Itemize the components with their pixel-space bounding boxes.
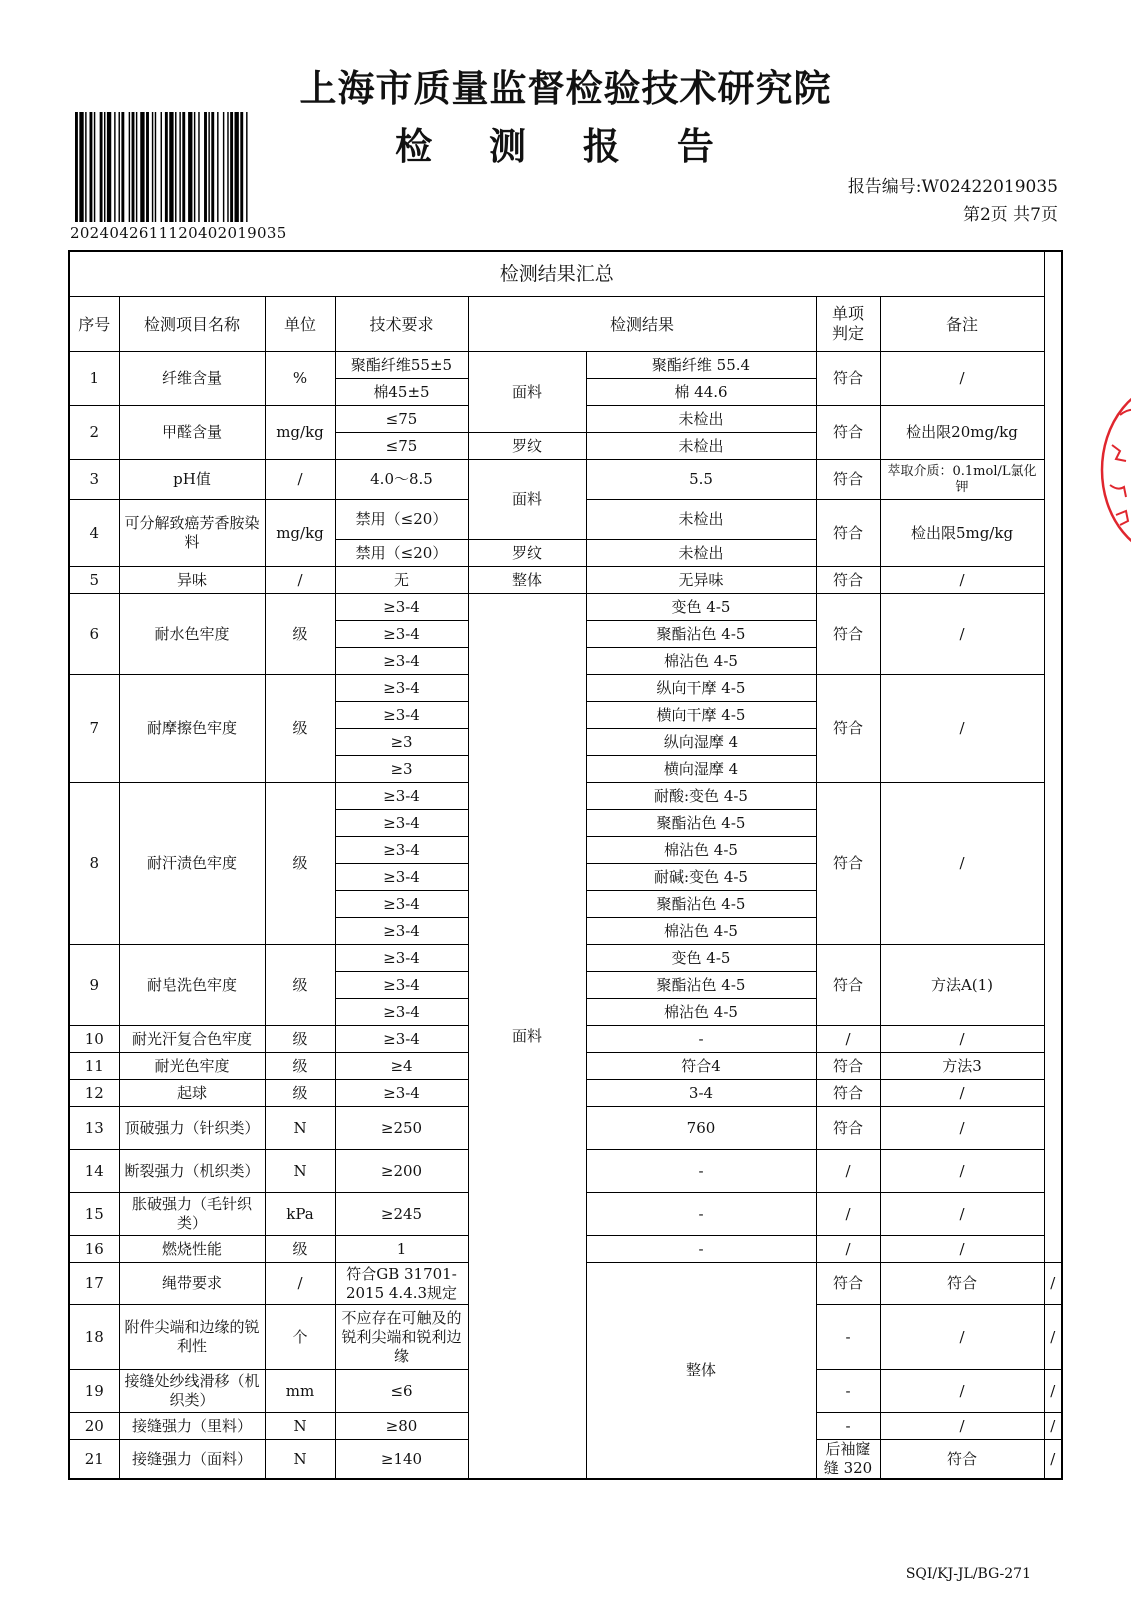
result-cell: 聚酯沾色 4-5 <box>586 972 816 999</box>
row-number: 9 <box>69 945 119 1026</box>
unit-cell: mm <box>265 1370 335 1413</box>
requirement-cell: ≥3-4 <box>335 918 468 945</box>
unit-cell: 级 <box>265 1080 335 1107</box>
unit-cell: / <box>265 460 335 500</box>
part-label: 罗纹 <box>468 433 586 460</box>
result-cell: 未检出 <box>586 433 816 460</box>
unit-cell: 级 <box>265 1236 335 1263</box>
item-name: 可分解致癌芳香胺染料 <box>119 500 265 567</box>
result-cell: 横向干摩 4-5 <box>586 702 816 729</box>
item-name: 起球 <box>119 1080 265 1107</box>
item-name: 甲醛含量 <box>119 406 265 460</box>
results-summary-table <box>68 250 1063 1480</box>
verdict-cell: 符合 <box>816 567 880 594</box>
unit-cell: 级 <box>265 1053 335 1080</box>
barcode-number: 20240426111204020190​35 <box>70 224 287 242</box>
result-cell: - <box>586 1236 816 1263</box>
unit-cell: 级 <box>265 594 335 675</box>
verdict-cell: 符合 <box>816 1053 880 1080</box>
result-cell: 未检出 <box>586 406 816 433</box>
verdict-cell: / <box>816 1236 880 1263</box>
result-cell: 无异味 <box>586 567 816 594</box>
result-cell: 未检出 <box>586 500 816 540</box>
note-cell: / <box>880 1150 1044 1193</box>
requirement-cell: 棉45±5 <box>335 379 468 406</box>
row-number: 13 <box>69 1107 119 1150</box>
result-cell: 符合 <box>816 1263 880 1305</box>
table-caption: 检测结果汇总 <box>69 251 1044 297</box>
requirement-cell: ≥3-4 <box>335 783 468 810</box>
requirement-cell: ≤75 <box>335 406 468 433</box>
verdict-cell: / <box>816 1026 880 1053</box>
table-row <box>69 352 1062 379</box>
verdict-cell: 符合 <box>816 352 880 406</box>
row-number: 15 <box>69 1193 119 1236</box>
note-cell: / <box>880 1080 1044 1107</box>
row-number: 4 <box>69 500 119 567</box>
unit-cell: N <box>265 1413 335 1440</box>
requirement-cell: ≥80 <box>335 1413 468 1440</box>
verdict-cell: / <box>816 1193 880 1236</box>
requirement-cell: ≥200 <box>335 1150 468 1193</box>
item-name: 燃烧性能 <box>119 1236 265 1263</box>
verdict-cell: 符合 <box>816 945 880 1026</box>
requirement-cell: 不应存在可触及的锐利尖端和锐利边缘 <box>335 1305 468 1370</box>
report-number: 报告编号:W02422019035 <box>847 177 1058 197</box>
row-number: 19 <box>69 1370 119 1413</box>
requirement-cell: ≥3-4 <box>335 999 468 1026</box>
result-cell: 后袖窿缝 320 <box>816 1440 880 1480</box>
report-title: 检 测 报 告 <box>395 124 736 168</box>
requirement-cell: ≥245 <box>335 1193 468 1236</box>
row-number: 12 <box>69 1080 119 1107</box>
requirement-cell: ≤75 <box>335 433 468 460</box>
note-cell: / <box>1044 1263 1062 1305</box>
requirement-cell: ≥3-4 <box>335 1026 468 1053</box>
red-seal-stamp <box>1096 375 1131 565</box>
requirement-cell: ≥3-4 <box>335 702 468 729</box>
requirement-cell: ≥3-4 <box>335 648 468 675</box>
result-cell: 聚酯沾色 4-5 <box>586 621 816 648</box>
verdict-cell: 符合 <box>816 594 880 675</box>
result-cell: 聚酯沾色 4-5 <box>586 810 816 837</box>
requirement-cell: ≥3 <box>335 729 468 756</box>
result-cell: - <box>816 1413 880 1440</box>
unit-cell: N <box>265 1107 335 1150</box>
part-label: 罗纹 <box>468 540 586 567</box>
note-cell: / <box>1044 1440 1062 1480</box>
row-number: 14 <box>69 1150 119 1193</box>
result-cell: 纵向湿摩 4 <box>586 729 816 756</box>
item-name: 顶破强力（针织类） <box>119 1107 265 1150</box>
header-result: 检测结果 <box>468 297 816 352</box>
verdict-cell: 符合 <box>816 406 880 460</box>
verdict-cell: 符合 <box>816 460 880 500</box>
result-cell: 耐碱:变色 4-5 <box>586 864 816 891</box>
result-cell: - <box>586 1193 816 1236</box>
unit-cell: 个 <box>265 1305 335 1370</box>
unit-cell: mg/kg <box>265 500 335 567</box>
item-name: 绳带要求 <box>119 1263 265 1305</box>
row-number: 21 <box>69 1440 119 1480</box>
table-row <box>69 460 1062 500</box>
row-number: 10 <box>69 1026 119 1053</box>
note-cell: / <box>880 352 1044 406</box>
item-name: 断裂强力（机织类） <box>119 1150 265 1193</box>
requirement-cell: ≥3-4 <box>335 675 468 702</box>
item-name: 耐摩擦色牢度 <box>119 675 265 783</box>
page-info: 第2页 共7页 <box>962 205 1058 225</box>
item-name: 接缝处纱线滑移（机织类） <box>119 1370 265 1413</box>
row-number: 3 <box>69 460 119 500</box>
result-cell: 3-4 <box>586 1080 816 1107</box>
requirement-cell: ≤6 <box>335 1370 468 1413</box>
item-name: 耐汗渍色牢度 <box>119 783 265 945</box>
unit-cell: N <box>265 1150 335 1193</box>
row-number: 17 <box>69 1263 119 1305</box>
note-cell: / <box>1044 1413 1062 1440</box>
unit-cell: N <box>265 1440 335 1480</box>
result-cell: - <box>586 1026 816 1053</box>
row-number: 6 <box>69 594 119 675</box>
unit-cell: kPa <box>265 1193 335 1236</box>
requirement-cell: ≥3-4 <box>335 864 468 891</box>
requirement-cell: 1 <box>335 1236 468 1263</box>
unit-cell: mg/kg <box>265 406 335 460</box>
requirement-cell: ≥3-4 <box>335 621 468 648</box>
requirement-cell: ≥3-4 <box>335 891 468 918</box>
row-number: 16 <box>69 1236 119 1263</box>
note-cell: / <box>880 1107 1044 1150</box>
result-cell: 变色 4-5 <box>586 945 816 972</box>
requirement-cell: ≥3-4 <box>335 810 468 837</box>
item-name: pH值 <box>119 460 265 500</box>
result-cell: 聚酯纤维 55.4 <box>586 352 816 379</box>
note-cell: / <box>880 675 1044 783</box>
part-label: 面料 <box>468 460 586 540</box>
unit-cell: 级 <box>265 783 335 945</box>
requirement-cell: ≥3-4 <box>335 594 468 621</box>
result-cell: 变色 4-5 <box>586 594 816 621</box>
item-name: 耐水色牢度 <box>119 594 265 675</box>
note-cell: 萃取介质：0.1mol/L氯化钾 <box>880 460 1044 500</box>
row-number: 5 <box>69 567 119 594</box>
row-number: 20 <box>69 1413 119 1440</box>
requirement-cell: 禁用（≤20） <box>335 500 468 540</box>
note-cell: / <box>1044 1370 1062 1413</box>
result-cell: 棉沾色 4-5 <box>586 648 816 675</box>
part-label: 整体 <box>468 567 586 594</box>
unit-cell: / <box>265 567 335 594</box>
requirement-cell: 禁用（≤20） <box>335 540 468 567</box>
result-cell: 棉 44.6 <box>586 379 816 406</box>
header-item-name: 检测项目名称 <box>119 297 265 352</box>
note-cell: / <box>880 567 1044 594</box>
requirement-cell: 符合GB 31701-2015 4.4.3规定 <box>335 1263 468 1305</box>
header-unit: 单位 <box>265 297 335 352</box>
requirement-cell: 4.0～8.5 <box>335 460 468 500</box>
item-name: 附件尖端和边缘的锐利性 <box>119 1305 265 1370</box>
form-code: SQI/KJ-JL/BG-271 <box>905 1566 1031 1582</box>
unit-cell: 级 <box>265 945 335 1026</box>
item-name: 胀破强力（毛针织类） <box>119 1193 265 1236</box>
item-name: 耐皂洗色牢度 <box>119 945 265 1026</box>
note-cell: 方法A(1) <box>880 945 1044 1026</box>
verdict-cell: / <box>880 1413 1044 1440</box>
item-name: 耐光色牢度 <box>119 1053 265 1080</box>
verdict-cell: 符合 <box>816 783 880 945</box>
result-cell: 纵向干摩 4-5 <box>586 675 816 702</box>
requirement-cell: ≥250 <box>335 1107 468 1150</box>
row-number: 2 <box>69 406 119 460</box>
header-requirement: 技术要求 <box>335 297 468 352</box>
item-name: 纤维含量 <box>119 352 265 406</box>
result-cell: 耐酸:变色 4-5 <box>586 783 816 810</box>
row-number: 8 <box>69 783 119 945</box>
part-label: 整体 <box>586 1263 816 1480</box>
verdict-cell: 符合 <box>816 1080 880 1107</box>
note-cell: / <box>1044 1305 1062 1370</box>
part-label: 面料 <box>468 594 586 1480</box>
table-row <box>69 567 1062 594</box>
note-cell: / <box>880 783 1044 945</box>
item-name: 异味 <box>119 567 265 594</box>
table-row <box>69 594 1062 621</box>
unit-cell: 级 <box>265 1026 335 1053</box>
verdict-cell: 符合 <box>816 500 880 567</box>
header-verdict <box>816 297 880 352</box>
result-cell: 5.5 <box>586 460 816 500</box>
note-cell: 检出限5mg/kg <box>880 500 1044 567</box>
row-number: 7 <box>69 675 119 783</box>
requirement-cell: ≥4 <box>335 1053 468 1080</box>
row-number: 11 <box>69 1053 119 1080</box>
result-cell: 760 <box>586 1107 816 1150</box>
barcode-image <box>75 112 282 222</box>
unit-cell: % <box>265 352 335 406</box>
requirement-cell: ≥140 <box>335 1440 468 1480</box>
requirement-cell: ≥3-4 <box>335 837 468 864</box>
result-cell: 聚酯沾色 4-5 <box>586 891 816 918</box>
verdict-cell: / <box>816 1150 880 1193</box>
header-note: 备注 <box>880 297 1044 352</box>
note-cell: / <box>880 1236 1044 1263</box>
requirement-cell: ≥3-4 <box>335 1080 468 1107</box>
requirement-cell: 聚酯纤维55±5 <box>335 352 468 379</box>
verdict-cell: 符合 <box>880 1263 1044 1305</box>
note-cell: / <box>880 1026 1044 1053</box>
unit-cell: / <box>265 1263 335 1305</box>
header-verdict-text: 单项判定 <box>831 304 864 343</box>
requirement-cell: ≥3-4 <box>335 945 468 972</box>
result-cell: - <box>586 1150 816 1193</box>
result-cell: 棉沾色 4-5 <box>586 999 816 1026</box>
result-cell: - <box>816 1370 880 1413</box>
row-number: 1 <box>69 352 119 406</box>
unit-cell: 级 <box>265 675 335 783</box>
row-number: 18 <box>69 1305 119 1370</box>
result-cell: 横向湿摩 4 <box>586 756 816 783</box>
requirement-cell: ≥3 <box>335 756 468 783</box>
verdict-cell: 符合 <box>816 1107 880 1150</box>
institute-name: 上海市质量监督检验技术研究院 <box>299 66 832 110</box>
result-cell: 未检出 <box>586 540 816 567</box>
verdict-cell: 符合 <box>880 1440 1044 1480</box>
requirement-cell: 无 <box>335 567 468 594</box>
verdict-cell: / <box>880 1370 1044 1413</box>
result-cell: 棉沾色 4-5 <box>586 918 816 945</box>
item-name: 接缝强力（面料） <box>119 1440 265 1480</box>
note-cell: 检出限20mg/kg <box>880 406 1044 460</box>
result-cell: 符合4 <box>586 1053 816 1080</box>
note-cell: 方法3 <box>880 1053 1044 1080</box>
table-header-row <box>69 297 1062 352</box>
header-no: 序号 <box>69 297 119 352</box>
verdict-cell: 符合 <box>816 675 880 783</box>
item-name: 接缝强力（里料） <box>119 1413 265 1440</box>
result-cell: 棉沾色 4-5 <box>586 837 816 864</box>
note-cell: / <box>880 594 1044 675</box>
requirement-cell: ≥3-4 <box>335 972 468 999</box>
verdict-cell: / <box>880 1305 1044 1370</box>
note-cell: / <box>880 1193 1044 1236</box>
item-name: 耐光汗复合色牢度 <box>119 1026 265 1053</box>
result-cell: - <box>816 1305 880 1370</box>
part-label: 面料 <box>468 352 586 433</box>
